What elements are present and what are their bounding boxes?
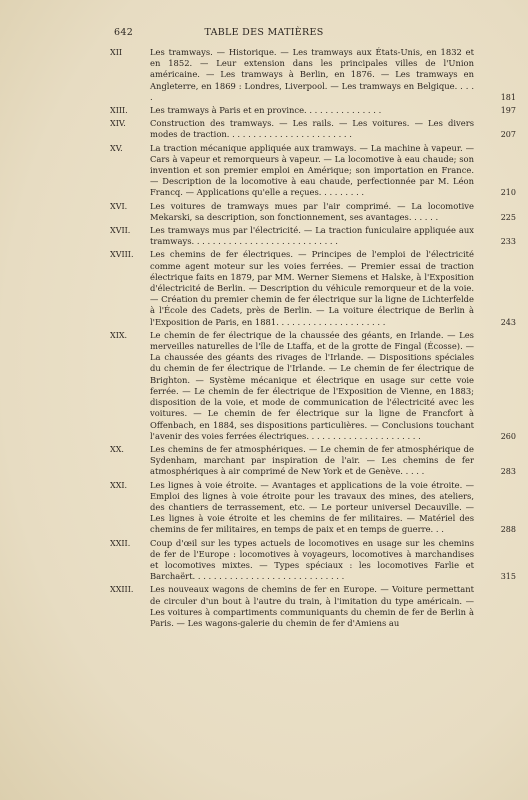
toc-entry [0, 480, 528, 536]
toc-entry [0, 201, 528, 223]
toc-entry [0, 105, 528, 116]
toc-entry [0, 584, 528, 629]
page-reference: 315 [500, 572, 516, 582]
chapter-summary: La traction mécanique appliquée aux tramways. — La machine à vapeur. — Cars à vapeur et remorqueurs à vapeur. — La locomotive à eau chaude; son invention et son premier emploi en Amérique; son importation en France. — Description de la locomotive à eau chaude, perfectionnée par M. Léon Francq. — Applications qu'elle a reçues. . . . . . . . . [150, 142, 474, 198]
chapter-number: XXII. [110, 538, 131, 548]
toc-entry [0, 538, 528, 583]
page-reference: 225 [500, 212, 516, 222]
chapter-summary: Construction des tramways. — Les rails. — Les voitures. — Les divers modes de traction. . . . . . . . . . . . . . . . . . . . . . . . [150, 118, 474, 140]
chapter-summary: Le chemin de fer électrique de la chaussée des géants, en Irlande. — Les merveilles naturelles de l'île de Ltaffa, et de la grotte de Fingal (Écosse). — La chaussée des géants des rivages de l'Irlande. — Dispositions spéciales du chemin de fer électrique de l'Irlande. — Le chemin de fer électrique de Brighton. — Système mécanique et électrique en usage sur cette voie ferrée. — Le chemin de fer électrique de l'Exposition de Vienne, en 1883; disposition de la voie, et mode de communication de l'électricité avec les voitures. — Le chemin de fer électrique sur la ligne de Francfort à Offenbach, en 1884, ses dispositions particulières. — Conclusions touchant l'avenir des voies ferrées électriques. . . . . . . . . . . . . . . . . . . . . . [150, 329, 474, 441]
chapter-summary: Coup d'œil sur les types actuels de locomotives en usage sur les chemins de fer de l'Europe : locomotives à voyageurs, locomotives à marchandises et locomotives mixtes. — Types spéciaux : les locomotives Farlie et Barchaërt. . . . . . . . . . . . . . . . . . . . . . . . . . . . . [150, 537, 474, 582]
chapter-number: XV. [110, 143, 123, 153]
page-reference: 233 [500, 237, 516, 247]
page-header [0, 27, 528, 41]
page-reference: 207 [500, 130, 516, 140]
toc-entry [0, 118, 528, 140]
chapter-summary: Les voitures de tramways mues par l'air comprimé. — La locomotive Mekarski, sa description, son fonctionnement, ses avantages. . . . . . [150, 200, 474, 222]
chapter-number: XIII. [110, 106, 128, 116]
chapter-summary: Les tramways mus par l'électricité. — La traction funiculaire appliquée aux tramways. . . . . . . . . . . . . . . . . . . . . . . . . . . . [150, 225, 474, 247]
page-reference: 197 [500, 106, 516, 116]
page-reference: 288 [500, 525, 516, 535]
chapter-number: XIV. [110, 119, 126, 129]
chapter-number: XX. [110, 444, 124, 454]
chapter-number: XVIII. [110, 250, 134, 260]
chapter-number: XVI. [110, 201, 128, 211]
page-reference: 181 [500, 92, 516, 102]
page-reference: 283 [500, 467, 516, 477]
chapter-summary: Les tramways à Paris et en province. . . . . . . . . . . . . . . [150, 105, 382, 116]
page-reference: 210 [500, 188, 516, 198]
chapter-number: XII [110, 48, 123, 57]
toc-entry [0, 444, 528, 478]
page-reference: 243 [500, 317, 516, 327]
chapter-summary: Les nouveaux wagons de chemins de fer en Europe. — Voiture permettant de circuler d'un bout à l'autre du train, à l'imitation du type américain. — Les voitures à compartiments communiquants du chemin de fer de Berlin à Paris. — Les wagons-galerie du chemin de fer d'Amiens au [150, 584, 474, 628]
toc-entry [0, 330, 528, 442]
toc-entry [0, 143, 528, 199]
chapter-number: XIX. [110, 330, 128, 340]
chapter-summary: Les tramways. — Historique. — Les tramways aux États-Unis, en 1832 et en 1852. — Leur extension dans les principales villes de l'Union américaine. — Les tramways à Berlin, en 1876. — Les tramways en Angleterre, en 1869 : Londres, Liverpool. — Les tramways en Belgique. . . . . [150, 47, 474, 102]
chapter-number: XXI. [110, 480, 128, 490]
chapter-number: XVII. [110, 226, 131, 236]
chapter-summary: Les lignes à voie étroite. — Avantages et applications de la voie étroite. — Emploi des lignes à voie étroite pour les travaux des mines, des ateliers, des chantiers de terrassement, etc. — Le porteur universel Decauville. — Les lignes à voie étroite et les chemins de fer militaires. — Matériel des chemins de fer militaires, en temps de paix et en temps de guerre. . . [150, 479, 474, 535]
page-number: 642 [114, 27, 134, 38]
toc-entry [0, 47, 528, 103]
running-title: TABLE DES MATIÈRES [204, 27, 324, 38]
page-reference: 260 [500, 431, 516, 441]
chapter-number: XXIII. [110, 585, 134, 595]
toc-entry [0, 249, 528, 327]
chapter-summary: Les chemins de fer atmosphériques. — Le chemin de fer atmosphérique de Sydenham, marchant par inspiration de l'air. — Les chemins de fer atmosphériques à air comprimé de New York et de Genève. . . . . [150, 443, 474, 477]
toc-entry [0, 225, 528, 247]
table-of-contents [0, 47, 528, 631]
chapter-summary: Les chemins de fer électriques. — Principes de l'emploi de l'électricité comme agent moteur sur les voies ferrées. — Premier essai de traction électrique faits en 1879, par MM. Werner Siemens et Halske, à l'Exposition d'électricité de Berlin. — Description du véhicule remorqueur et de la voie. — Création du premier chemin de fer électrique sur la ligne de Lichterfelde à l'École des Cadets, près de Berlin. — La voiture électrique de Berlin à l'Exposition de Paris, en 1881. . . . . . . . . . . . . . . . . . . . . [150, 249, 474, 327]
